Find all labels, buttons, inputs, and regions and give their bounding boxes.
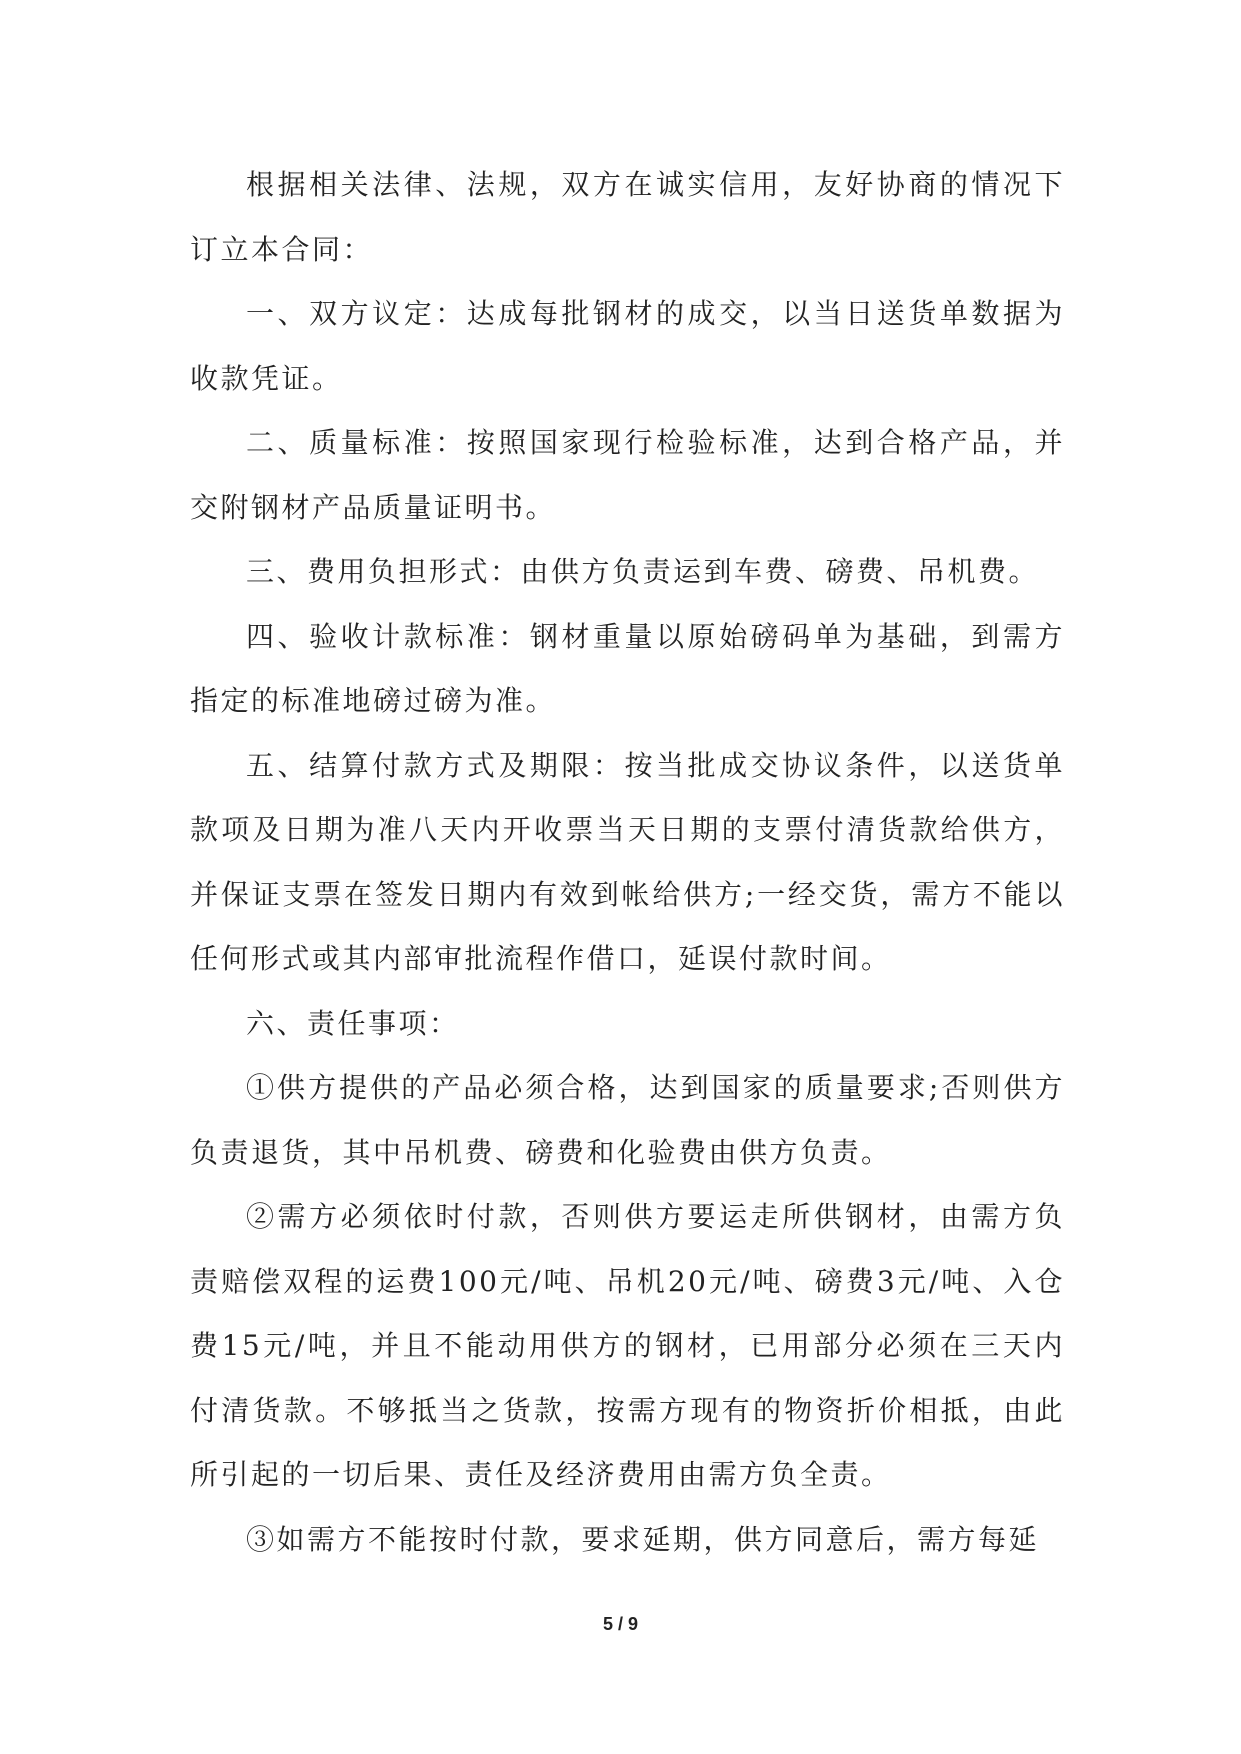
document-body [190,153,1065,1572]
paragraph-clause-5: 五、结算付款方式及期限：按当批成交协议条件，以送货单款项及日期为准八天内开收票当天日期的支票付清货款给供方，并保证支票在签发日期内有效到帐给供方;一经交货，需方不能以任何形式或其内部审批流程作借口，延误付款时间。 [190,748,1065,975]
page-number: 5 / 9 [602,1614,639,1634]
paragraph-clause-1: 一、双方议定：达成每批钢材的成交，以当日送货单数据为收款凭证。 [190,297,1065,395]
paragraph-item-2: ②需方必须依时付款，否则供方要运走所供钢材，由需方负责赔偿双程的运费100元/吨、吊机20元/吨、磅费3元/吨、入仓费15元/吨，并且不能动用供方的钢材，已用部分必须在三天内付清货款。不够抵当之货款，按需方现有的物资折价相抵，由此所引起的一切后果、责任及经济费用由需方负全责。 [190,1200,1065,1491]
paragraph-clause-4: 四、验收计款标准：钢材重量以原始磅码单为基础，到需方指定的标准地磅过磅为准。 [190,619,1065,717]
paragraph-item-1: ①供方提供的产品必须合格，达到国家的质量要求;否则供方负责退货，其中吊机费、磅费和化验费由供方负责。 [190,1071,1065,1169]
paragraph-clause-6-heading: 六、责任事项： [246,1006,460,1040]
paragraph-clause-2: 二、质量标准：按照国家现行检验标准，达到合格产品，并交附钢材产品质量证明书。 [190,426,1065,524]
paragraph-intro: 根据相关法律、法规，双方在诚实信用，友好协商的情况下订立本合同： [190,168,1065,266]
paragraph-item-3: ③如需方不能按时付款，要求延期，供方同意后，需方每延 [246,1522,1040,1556]
paragraph-clause-3: 三、费用负担形式：由供方负责运到车费、磅费、吊机费。 [246,555,1040,588]
